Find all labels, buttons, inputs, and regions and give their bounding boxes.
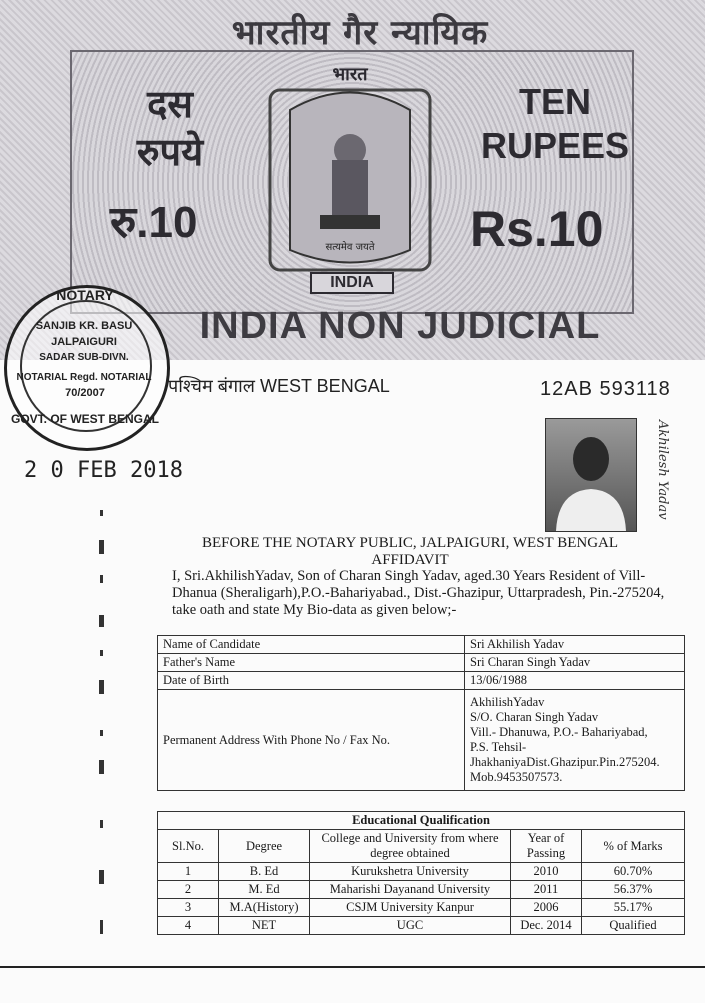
biodata-table [157,635,685,791]
seal-notary-name: SANJIB KR. BASU [35,320,133,332]
title-line2: AFFIDAVIT [371,552,449,568]
column-header: College and University from where degree obtained [310,830,511,863]
column-header: Degree [219,830,310,863]
value-cell: Sri Charan Singh Yadav [465,654,685,672]
address-line: Mob.9453507573. [470,770,563,784]
non-judicial-banner: INDIA NON JUDICIAL [199,305,601,347]
address-line: JhakhaniyaDist.Ghazipur.Pin.275204. [470,755,660,769]
table-cell: 55.17% [582,899,685,917]
table-cell: 2 [158,881,219,899]
address-line: P.S. Tehsil- [470,740,527,754]
education-table [157,811,685,935]
candidate-photo [545,418,637,532]
table-cell: M. Ed [219,881,310,899]
address-line: S/O. Charan Singh Yadav [470,710,599,724]
table-cell: 60.70% [582,863,685,881]
date-stamp: 2 0 FEB 2018 [24,458,183,483]
address-cell [465,690,685,791]
table-row [158,690,685,791]
margin-marks [96,500,108,960]
label-cell: Father's Name [158,654,465,672]
value-english: Rs.10 [470,201,604,257]
person-silhouette-icon [546,419,636,531]
seal-division: SADAR SUB-DIVN. [39,352,129,363]
table-cell: CSJM University Kanpur [310,899,511,917]
seal-bottom-text: GOVT. OF WEST BENGAL [10,412,159,426]
seal-place: JALPAIGURI [51,336,117,348]
table-row [158,917,685,935]
table-cell: Qualified [582,917,685,935]
affidavit-paragraph: I, Sri.AkhilishYadav, Son of Charan Singh Yadav, aged.30 Years Resident of Vill- Dhanua (Sheraligarh),P.O.-Bahariyabad., Dist.-Ghazipur, Uttarpradesh, Pin.-275204, take oath and state My Bio-data as given below;- [172,568,665,618]
table-row [158,863,685,881]
national-emblem-icon [250,80,450,280]
label-cell: Date of Birth [158,672,465,690]
stamp-title-hindi: भारतीय गैर न्यायिक [231,13,489,53]
table-header-row [158,830,685,863]
stamp-india-label: INDIA [310,272,394,294]
document-title [150,535,670,569]
table-row [158,881,685,899]
column-header: % of Marks [582,830,685,863]
label-cell: Permanent Address With Phone No / Fax No. [158,690,465,791]
table-cell: 1 [158,863,219,881]
table-cell: 56.37% [582,881,685,899]
table-row [158,672,685,690]
denomination-hindi-line1: दस [147,82,193,126]
table-cell: 4 [158,917,219,935]
table-cell: Kurukshetra University [310,863,511,881]
seal-top-text: NOTARY [56,287,114,303]
table-heading-row [158,812,685,830]
stamp-bharat-label: भारत [332,64,368,85]
table-cell: M.A(History) [219,899,310,917]
table-row [158,654,685,672]
denomination-hindi [100,80,240,176]
denomination-english-line1: TEN [519,81,591,122]
title-line1: BEFORE THE NOTARY PUBLIC, JALPAIGURI, WEST BENGAL [201,535,619,551]
table-cell: 2010 [511,863,582,881]
page-divider [0,966,705,968]
table-cell: 2011 [511,881,582,899]
column-header: Year of Passing [511,830,582,863]
address-line: AkhilishYadav [470,695,545,709]
table-cell: Maharishi Dayanand University [310,881,511,899]
table-cell: 2006 [511,899,582,917]
denomination-english-line2: RUPEES [480,125,630,166]
state-label: पश्चिम बंगाल WEST BENGAL [168,376,390,396]
denomination-english [470,80,640,168]
value-cell: Sri Akhilish Yadav [465,636,685,654]
label-cell: Name of Candidate [158,636,465,654]
value-cell: 13/06/1988 [465,672,685,690]
table-cell: Dec. 2014 [511,917,582,935]
table-cell: NET [219,917,310,935]
stamp-serial-number: 12AB 593118 [540,378,671,400]
table-cell: 3 [158,899,219,917]
value-hindi: रु.10 [110,198,198,247]
education-heading: Educational Qualification [158,812,685,830]
emblem-motto: सत्यमेव जयते [325,242,375,253]
table-cell: B. Ed [219,863,310,881]
seal-number: 70/2007 [65,387,105,399]
signature: Akhilesh Yadav [655,420,670,520]
denomination-hindi-line2: रुपये [136,130,204,174]
table-row [158,636,685,654]
column-header: Sl.No. [158,830,219,863]
table-cell: UGC [310,917,511,935]
table-row [158,899,685,917]
seal-registration: NOTARIAL Regd. NOTARIAL [16,372,152,383]
address-line: Vill.- Dhanuwa, P.O.- Bahariyabad, [470,725,648,739]
